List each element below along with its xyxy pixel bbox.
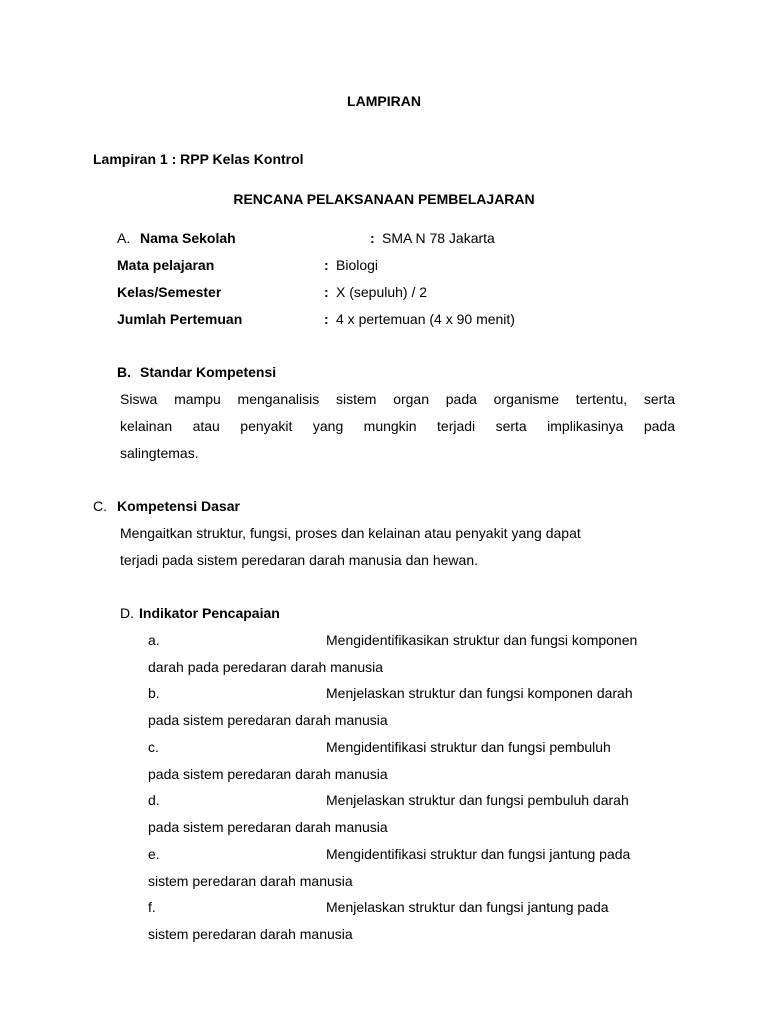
indicator-marker: e.: [148, 846, 160, 862]
indicator-line-2: sistem peredaran darah manusia: [148, 926, 353, 942]
identity-value-class: X (sepuluh) / 2: [336, 284, 428, 300]
section-c-title: Kompetensi Dasar: [117, 498, 240, 514]
indicator-marker: a.: [148, 632, 160, 648]
identity-colon-subject: :: [324, 257, 329, 273]
identity-value-meetings: 4 x pertemuan (4 x 90 menit): [336, 311, 515, 327]
indicator-line-2: pada sistem peredaran darah manusia: [148, 766, 388, 782]
indicator-line-1: Mengidentifikasikan struktur dan fungsi komponen: [326, 632, 638, 648]
section-c-line-1: Mengaitkan struktur, fungsi, proses dan kelainan atau penyakit yang dapat: [120, 525, 581, 541]
indicator-marker: f.: [148, 899, 156, 915]
indicator-line-2: sistem peredaran darah manusia: [148, 873, 353, 889]
section-a-letter: A.: [117, 230, 131, 246]
identity-label-class: Kelas/Semester: [117, 284, 222, 300]
indicator-line-2: pada sistem peredaran darah manusia: [148, 819, 388, 835]
section-c-line-2: terjadi pada sistem peredaran darah manusia dan hewan.: [120, 552, 479, 568]
indicator-line-1: Menjelaskan struktur dan fungsi komponen darah: [326, 685, 633, 701]
identity-colon-meetings: :: [324, 311, 329, 327]
section-b-line-3: salingtemas.: [120, 445, 199, 461]
section-c-letter: C.: [93, 498, 107, 514]
section-d-letter: D.: [120, 605, 134, 621]
indicator-marker: d.: [148, 792, 160, 808]
indicator-marker: b.: [148, 685, 160, 701]
plan-title: RENCANA PELAKSANAAN PEMBELAJARAN: [233, 191, 535, 207]
indicator-marker: c.: [148, 739, 159, 755]
section-d-title: Indikator Pencapaian: [139, 605, 280, 621]
identity-label-subject: Mata pelajaran: [117, 257, 215, 273]
indicator-line-1: Mengidentifikasi struktur dan fungsi pembuluh: [326, 739, 611, 755]
identity-label-meetings: Jumlah Pertemuan: [117, 311, 243, 327]
section-b-letter: B.: [117, 364, 131, 380]
identity-colon-school: :: [370, 230, 375, 246]
indicator-line-2: pada sistem peredaran darah manusia: [148, 712, 388, 728]
section-b-line-1: Siswa mampu menganalisis sistem organ pada organisme tertentu, serta: [120, 391, 675, 407]
indicator-line-1: Menjelaskan struktur dan fungsi jantung pada: [326, 899, 609, 915]
identity-value-school: SMA N 78 Jakarta: [382, 230, 495, 246]
identity-value-subject: Biologi: [336, 257, 379, 273]
page-heading: LAMPIRAN: [347, 93, 421, 109]
identity-label-school: Nama Sekolah: [140, 230, 236, 246]
identity-colon-class: :: [324, 284, 329, 300]
section-b-title: Standar Kompetensi: [140, 364, 277, 380]
section-b-line-2: kelainan atau penyakit yang mungkin terjadi serta implikasinya pada: [120, 418, 675, 434]
appendix-label: Lampiran 1 : RPP Kelas Kontrol: [93, 151, 304, 167]
indicator-line-1: Mengidentifikasi struktur dan fungsi jantung pada: [326, 846, 631, 862]
indicator-line-1: Menjelaskan struktur dan fungsi pembuluh darah: [326, 792, 629, 808]
indicator-line-2: darah pada peredaran darah manusia: [148, 659, 384, 675]
